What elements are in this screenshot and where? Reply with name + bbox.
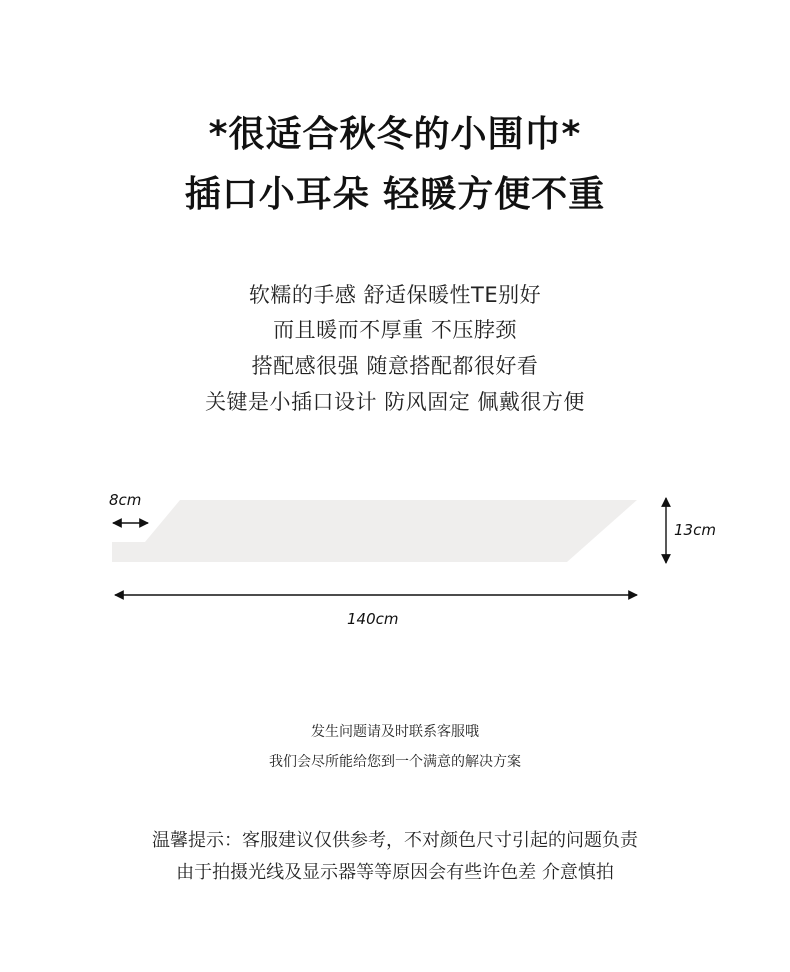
tip-line-1: 温馨提示：客服建议仅供参考，不对颜色尺寸引起的问题负责 <box>152 830 638 851</box>
headline-line-2: 插口小耳朵 轻暖方便不重 <box>184 174 606 215</box>
tip-line-2: 由于拍摄光线及显示器等等原因会有些许色差 介意慎拍 <box>176 862 614 883</box>
description-line-2: 而且暖而不厚重 不压脖颈 <box>273 318 517 342</box>
length-label: 140cm <box>347 610 399 628</box>
tab-width-label: 8cm <box>109 491 142 509</box>
height-label: 13cm <box>674 521 716 539</box>
contact-line-1: 发生问题请及时联系客服哦 <box>311 724 479 740</box>
contact-line-2: 我们会尽所能给您到一个满意的解决方案 <box>269 754 521 770</box>
headline-line-1: *很适合秋冬的小围巾* <box>208 114 582 155</box>
description-line-4: 关键是小插口设计 防风固定 佩戴很方便 <box>205 390 585 414</box>
scarf-shape <box>112 500 637 562</box>
description-line-1: 软糯的手感 舒适保暖性TE别好 <box>248 283 542 307</box>
description-line-3: 搭配感很强 随意搭配都很好看 <box>251 354 539 378</box>
